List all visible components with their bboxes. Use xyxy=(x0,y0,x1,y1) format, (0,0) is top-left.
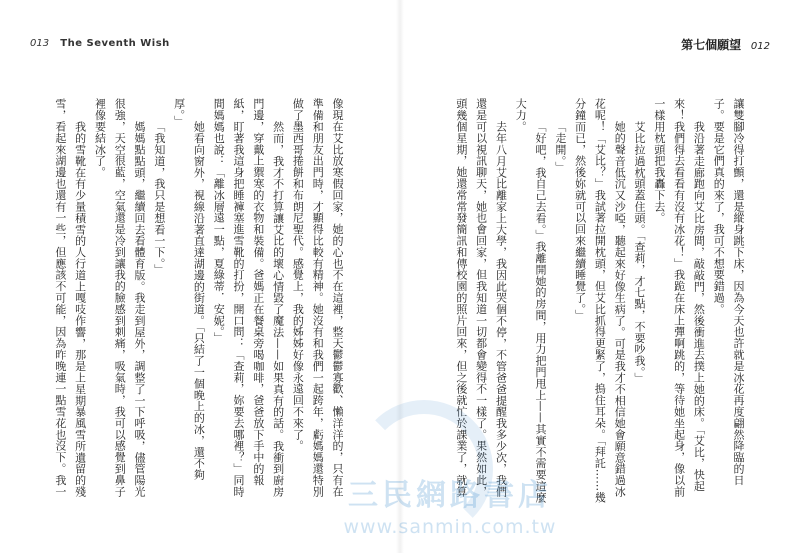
watermark-url: www.sanmin.com.tw xyxy=(343,516,557,538)
text-column: 頭幾個星期，她還常常發簡訊和傳校園的照片回來，但之後就忙於課業了，就算 xyxy=(454,98,468,497)
right-page-body xyxy=(448,98,748,503)
text-column: 艾比拉過枕頭蓋住頭。「查莉，才七點，不要吵我。」 xyxy=(633,121,647,384)
watermark-logo-icon xyxy=(355,400,493,538)
left-running-header xyxy=(30,38,170,49)
text-column: 去年八月艾比離家上大學，我因此哭個不停，不管爸爸提醒我多少次，我們 xyxy=(494,121,508,498)
left-book-title: The Seventh Wish xyxy=(60,38,170,49)
text-column: 我的雪靴在有少量積雪的人行道上嘎吱作響，那是上星期暴風雪所遺留的殘 xyxy=(73,121,87,498)
text-column: 「好吧，我自己去看。」我離開她的房間，用力把門甩上——其實不需要這麼 xyxy=(534,121,548,504)
text-column: 她的聲音低沉又沙啞，聽起來好像生病了。可是我才不相信她會願意錯過冰 xyxy=(613,121,627,498)
text-column: 一樣用枕頭把我轟下去。 xyxy=(652,98,666,224)
text-column: 像現在艾比放寒假回家，她的心也不在這裡，整天鬱鬱寡歡、懶洋洋的，只有在 xyxy=(331,98,344,497)
text-column: 準備和朋友出門時，才顯得比較有精神。她沒有和我們一起跨年，虧媽媽還特別 xyxy=(311,98,325,497)
right-book-title: 第七個願望 xyxy=(681,38,742,52)
text-column: 紙，盯著我這身把睡褲塞進雪靴的打扮，開口問：「查莉，妳要去哪裡？」同時 xyxy=(232,98,246,497)
text-column: 間媽媽也說：「離冰層遠一點，夏綠蒂．安妮。」 xyxy=(212,98,226,344)
text-column: 雪，看起來湖邊也還有一些，但應該不可能，因為昨晚連一點雪花也沒下。我一 xyxy=(53,98,67,497)
text-column: 她看向窗外，視線沿著直達湖邊的街道。「只結了一個晚上的冰，還不夠 xyxy=(192,121,206,481)
text-column: 還是可以視訊聊天，她也會回家，但我知道一切都會變得不一樣了。果然如此， xyxy=(474,98,488,497)
text-column: 媽媽點點頭，繼續回去看體育版。我走到屋外，調整了一下呼吸，儘管陽光 xyxy=(133,121,147,498)
text-column: 「我知道，我只是想看一下。」 xyxy=(152,121,166,276)
text-column: 讓雙腳冷得打顫，還是縱身跳下床，因為今天也許就是冰花再度翩然降臨的日 xyxy=(732,98,745,486)
left-page-body xyxy=(47,98,347,503)
text-column: 裡像要結冰了。 xyxy=(93,98,107,178)
text-column: 花呢！「艾比？」我試著拉開枕頭，但艾比抓得更緊了，摀住耳朵。「拜託……幾 xyxy=(593,98,607,503)
text-column: 做了墨西哥捲餅和布朗尼聖代。感覺上，我的姊姊好像永遠回不來了。 xyxy=(291,98,305,452)
left-page-number: 013 xyxy=(30,38,50,49)
text-column: 門邊，穿戴上禦寒的衣物和裝備。爸媽正在餐桌旁喝咖啡，爸爸放下手中的報 xyxy=(251,98,265,486)
text-column: 我沿著走廊跑向艾比房間，敲敲門，然後衝進去撲上她的床。「艾比，快起 xyxy=(692,121,706,492)
text-column: 來！我們得去看看有沒有冰花！」我跪在床上彈啊跳的，等待她坐起身，像以前 xyxy=(672,98,686,497)
text-column: 子。要是它們真的來了，我可不想要錯過。 xyxy=(712,98,726,315)
text-column: 「走開。」 xyxy=(553,121,567,173)
right-page-number: 012 xyxy=(750,41,770,52)
text-column: 很強，天空很藍，空氣還是冷到讓我的臉感到刺痛，吸氣時，我可以感覺到鼻子 xyxy=(113,98,127,497)
text-column: 分鐘而已，然後妳就可以回來繼續睡覺了。」 xyxy=(573,98,587,321)
right-running-header xyxy=(681,36,770,53)
text-column: 厚。」 xyxy=(172,98,186,127)
text-column: 大力。 xyxy=(514,98,528,133)
watermark-name: 三民網路書店 xyxy=(348,478,552,513)
text-column: 然而，我才不打算讓艾比的壞心情毀了魔法——如果真有的話。我衝到廚房 xyxy=(271,121,285,498)
